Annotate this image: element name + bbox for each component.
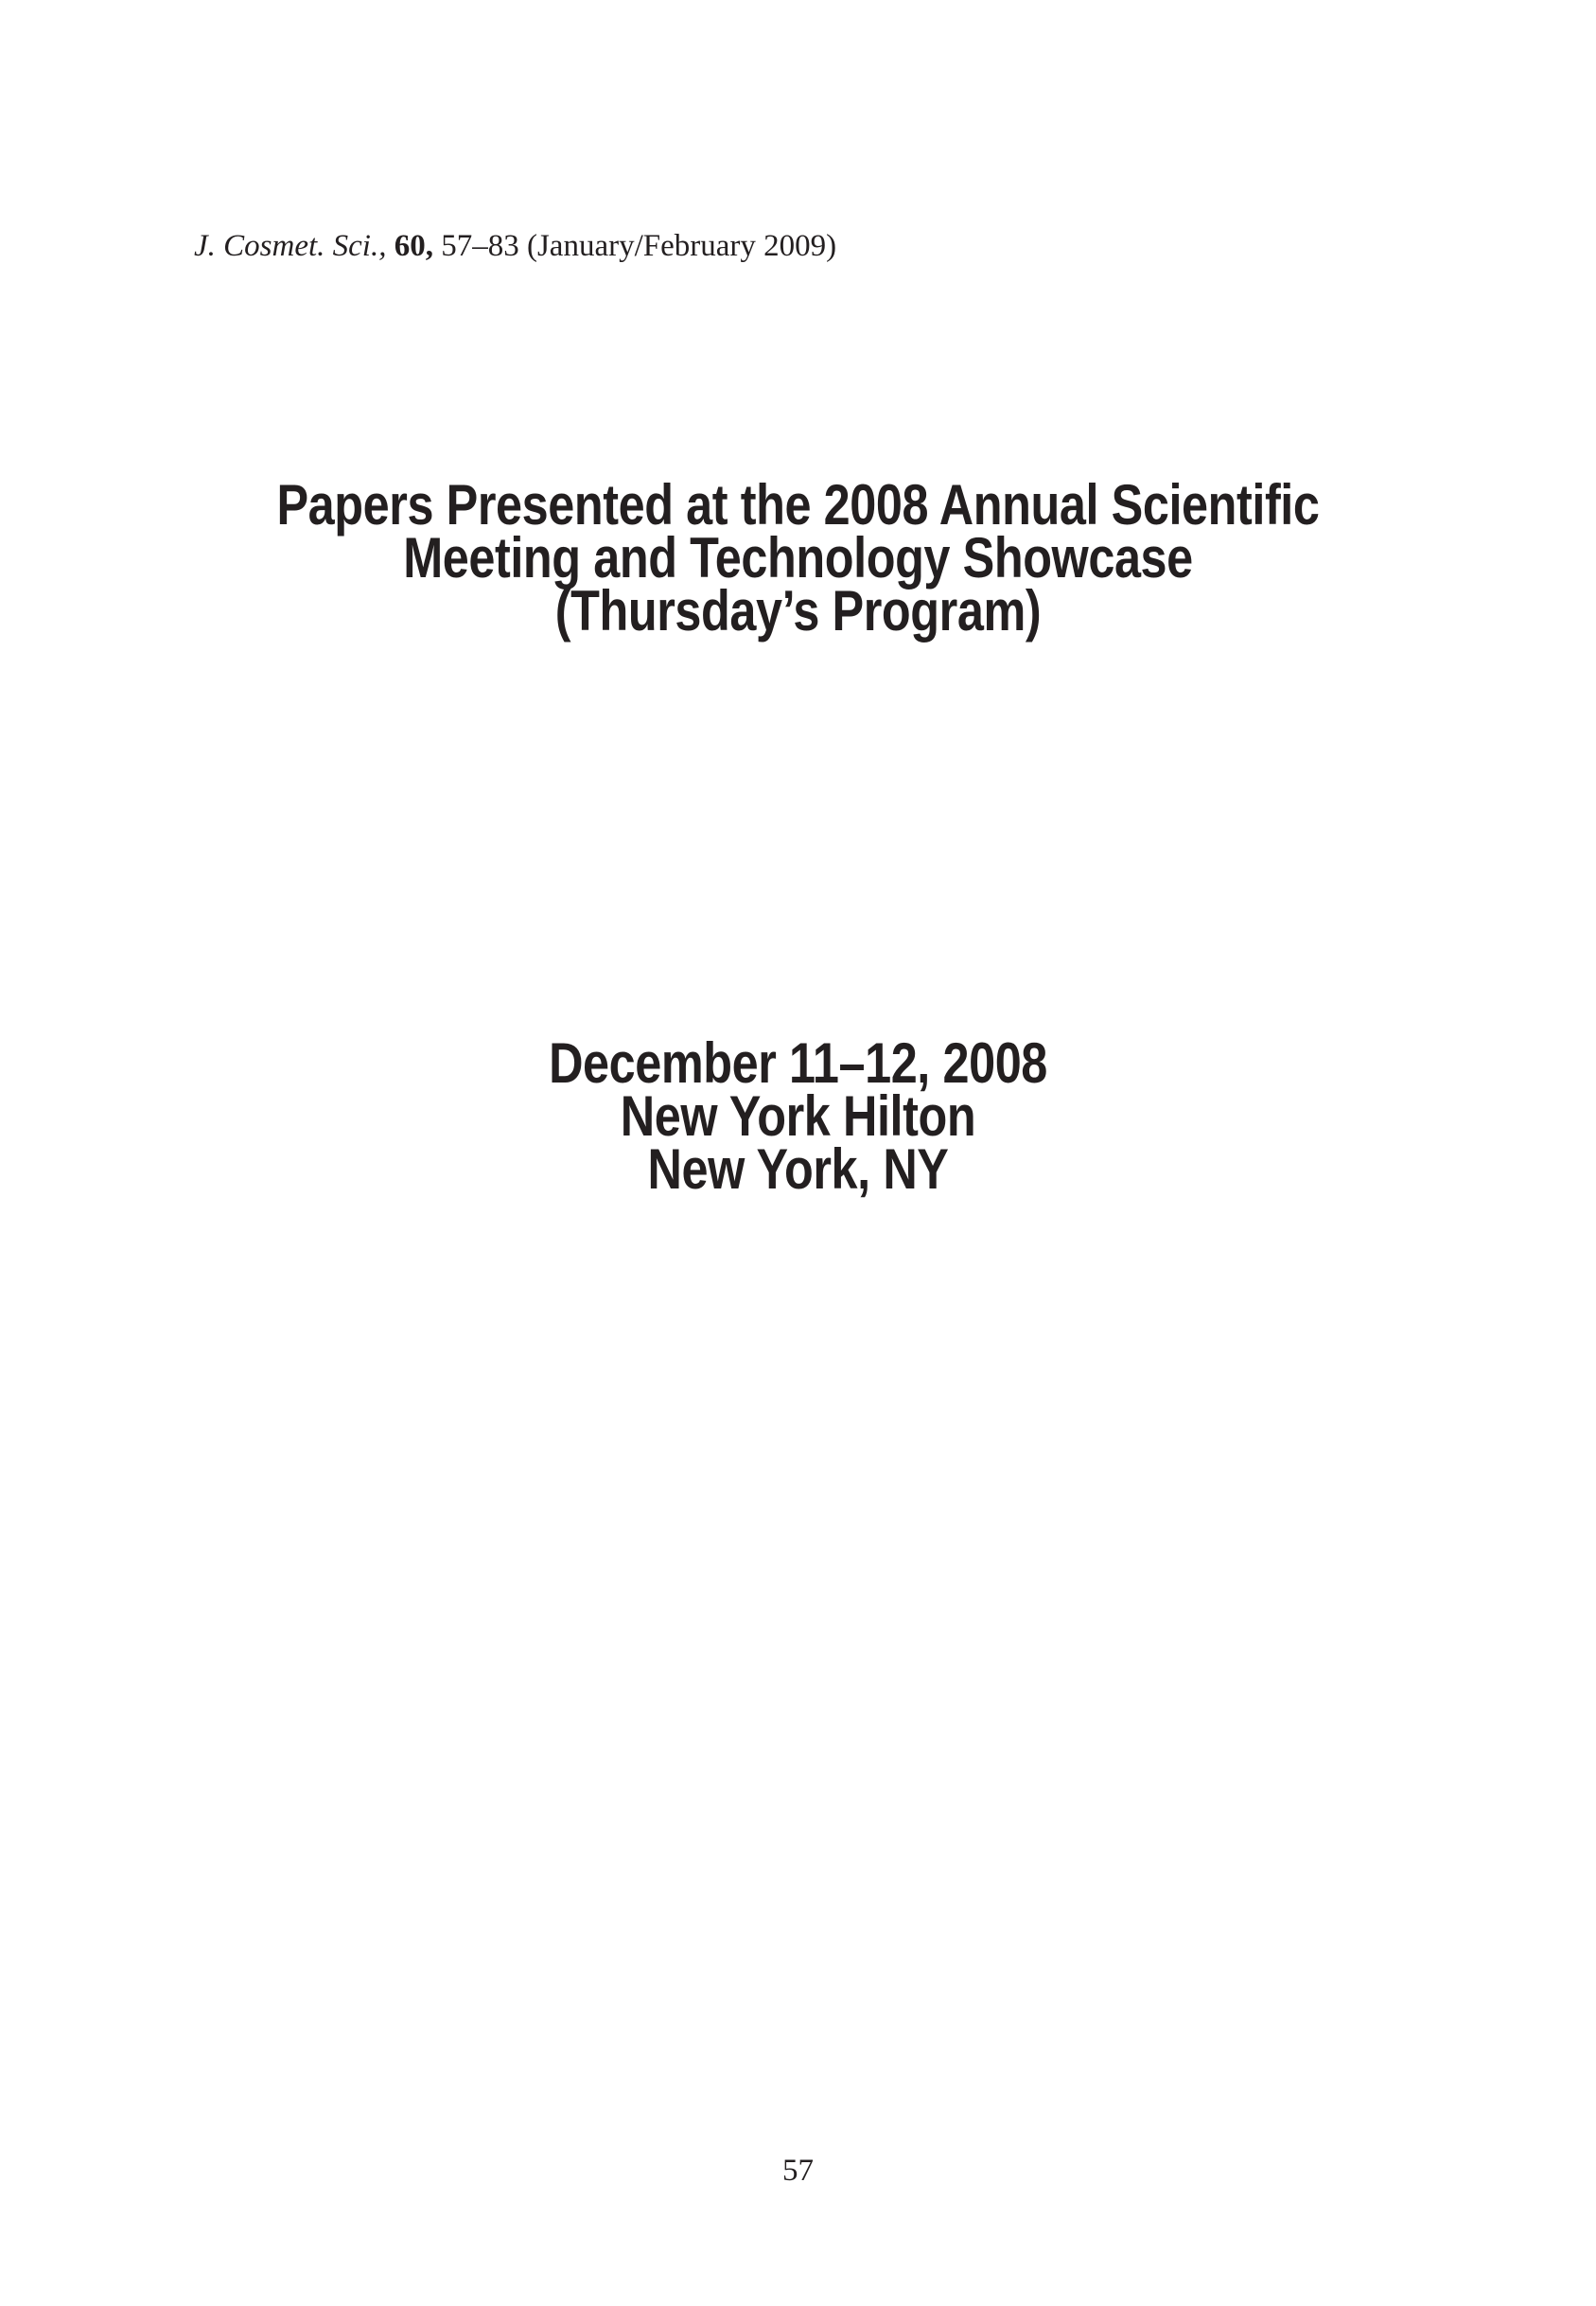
page-number: 57 [782,2154,814,2188]
page-title [128,473,1468,643]
event-dates: December 11–12, 2008 [549,1031,1047,1095]
title-line-1: Papers Presented at the 2008 Annual Scientific [276,473,1320,537]
journal-pages-date: 57–83 (January/February 2009) [441,229,837,263]
title-line-2: Meeting and Technology Showcase [403,526,1193,590]
event-details [128,1031,1468,1201]
journal-name: J. Cosmet. Sci., [194,229,387,263]
journal-volume: 60, [394,229,433,263]
event-city: New York, NY [647,1137,949,1201]
event-venue: New York Hilton [620,1084,976,1148]
running-head [194,225,836,267]
title-line-3: (Thursday’s Program) [554,579,1042,643]
